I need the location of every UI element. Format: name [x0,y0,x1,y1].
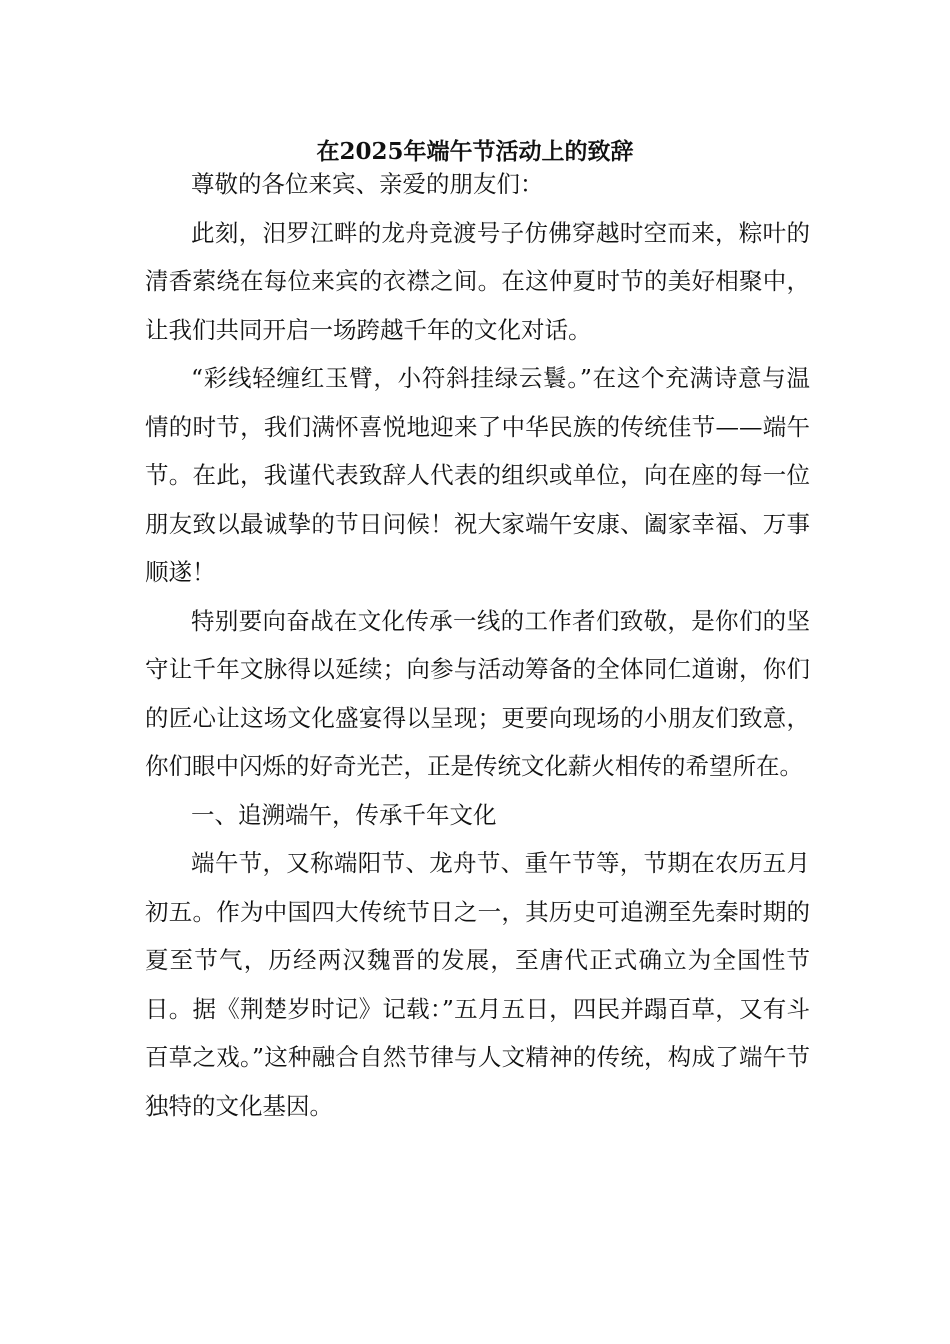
paragraph-greeting: “彩线轻缠红玉臂，小符斜挂绿云鬟。”在这个充满诗意与温情的时节，我们满怀喜悦地迎来了中华民族的传统佳节——端午节。在此，我谨代表致辞人代表的组织或单位，向在座的每一位朋友致以最诚挚的节日问候！祝大家端午安康、阖家幸福、万事顺遂！ [145,364,810,586]
document-body [145,160,810,1130]
salutation: 尊敬的各位来宾、亲爱的朋友们： [191,170,544,198]
paragraph-thanks: 特别要向奋战在文化传承一线的工作者们致敬，是你们的坚守让千年文脉得以延续；向参与活动筹备的全体同仁道谢，你们的匠心让这场文化盛宴得以呈现；更要向现场的小朋友们致意，你们眼中闪烁的好奇光芒，正是传统文化薪火相传的希望所在。 [145,606,810,780]
paragraph-opening: 此刻，汨罗江畔的龙舟竞渡号子仿佛穿越时空而来，粽叶的清香萦绕在每位来宾的衣襟之间。在这仲夏时节的美好相聚中，让我们共同开启一场跨越千年的文化对话。 [145,218,810,344]
paragraph-history: 端午节，又称端阳节、龙舟节、重午节等，节期在农历五月初五。作为中国四大传统节日之一，其历史可追溯至先秦时期的夏至节气，历经两汉魏晋的发展，至唐代正式确立为全国性节日。据《荆楚岁时记》记载：”五月五日，四民并蹋百草，又有斗百草之戏。”这种融合自然节律与人文精神的传统，构成了端午节独特的文化基因。 [145,849,810,1120]
document-title: 在2025年端午节活动上的致辞 [316,138,634,165]
section-heading: 一、追溯端午，传承千年文化 [191,800,497,829]
